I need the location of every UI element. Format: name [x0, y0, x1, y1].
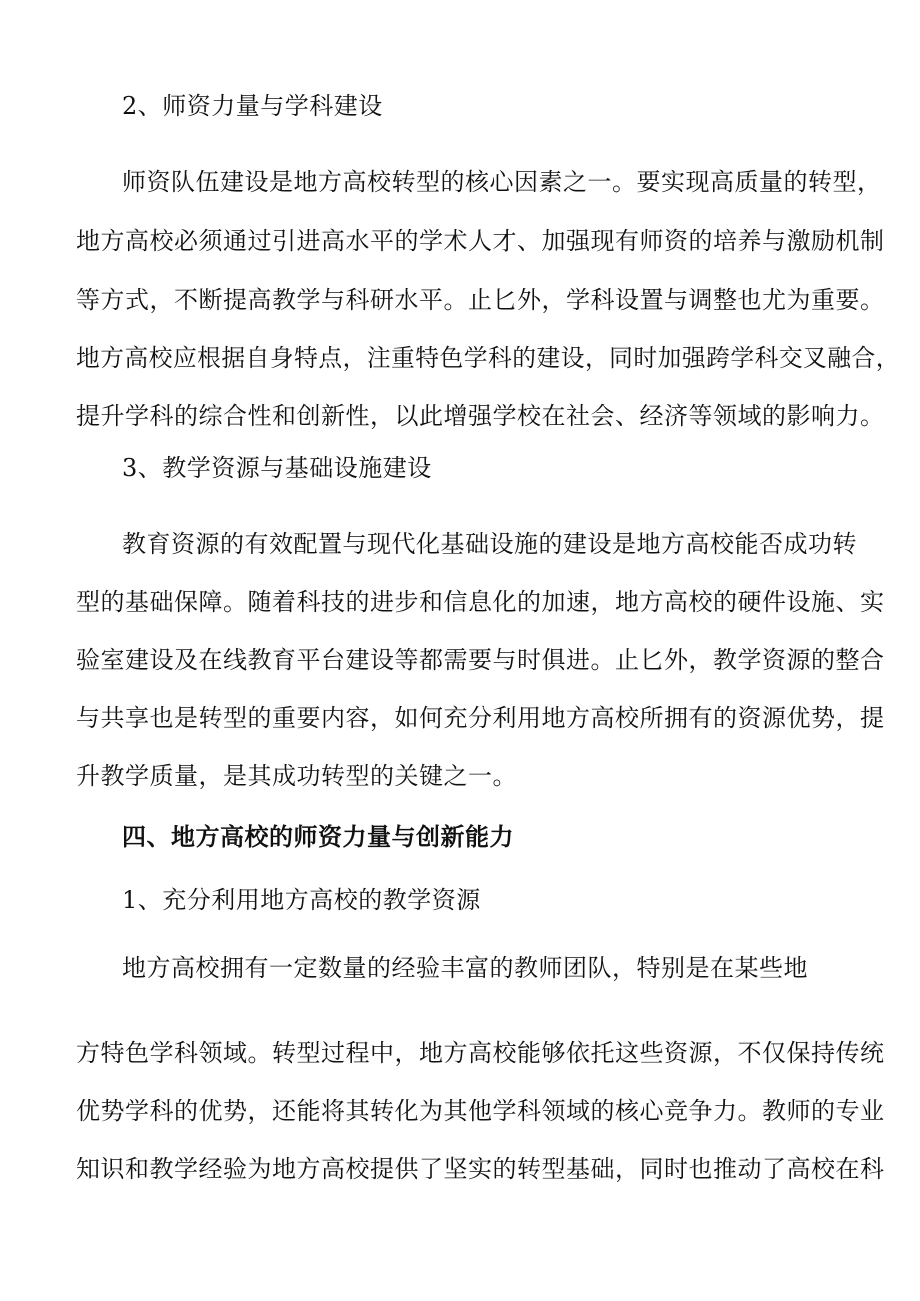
paragraph-line: 地方高校必须通过引进高水平的学术人才、加强现有师资的培养与激励机制: [76, 227, 885, 255]
paragraph-line: 优势学科的优势，还能将其转化为其他学科领域的核心竞争力。教师的专业: [76, 1097, 885, 1125]
subsection-heading: 1、充分利用地方高校的教学资源: [122, 886, 481, 914]
paragraph-line: 师资队伍建设是地方高校转型的核心因素之一。要实现高质量的转型，: [122, 168, 882, 196]
chapter-heading: 四、地方高校的师资力量与创新能力: [122, 822, 514, 851]
paragraph-line: 地方高校应根据自身特点，注重特色学科的建设，同时加强跨学科交叉融合，: [76, 344, 901, 372]
paragraph-line: 教育资源的有效配置与现代化基础设施的建设是地方高校能否成功转: [122, 530, 857, 558]
paragraph-line: 等方式，不断提高教学与科研水平。止匕外，学科设置与调整也尤为重要。: [76, 286, 885, 314]
paragraph-line: 方特色学科领域。转型过程中，地方高校能够依托这些资源，不仅保持传统: [76, 1039, 885, 1067]
paragraph-line: 与共享也是转型的重要内容，如何充分利用地方高校所拥有的资源优势，提: [76, 704, 885, 732]
section-heading: 2、师资力量与学科建设: [122, 92, 383, 120]
paragraph-line: 验室建设及在线教育平台建设等都需要与时俱进。止匕外，教学资源的整合: [76, 646, 885, 674]
paragraph-line: 地方高校拥有一定数量的经验丰富的教师团队，特别是在某些地: [122, 954, 808, 982]
section-heading: 3、教学资源与基础设施建设: [122, 454, 432, 482]
paragraph-line: 提升学科的综合性和创新性，以此增强学校在社会、经济等领域的影响力。: [76, 402, 885, 430]
paragraph-line: 型的基础保障。随着科技的进步和信息化的加速，地方高校的硬件设施、实: [76, 588, 885, 616]
paragraph-line: 知识和教学经验为地方高校提供了坚实的转型基础，同时也推动了高校在科: [76, 1155, 885, 1183]
paragraph-line: 升教学质量，是其成功转型的关键之一。: [76, 762, 517, 790]
